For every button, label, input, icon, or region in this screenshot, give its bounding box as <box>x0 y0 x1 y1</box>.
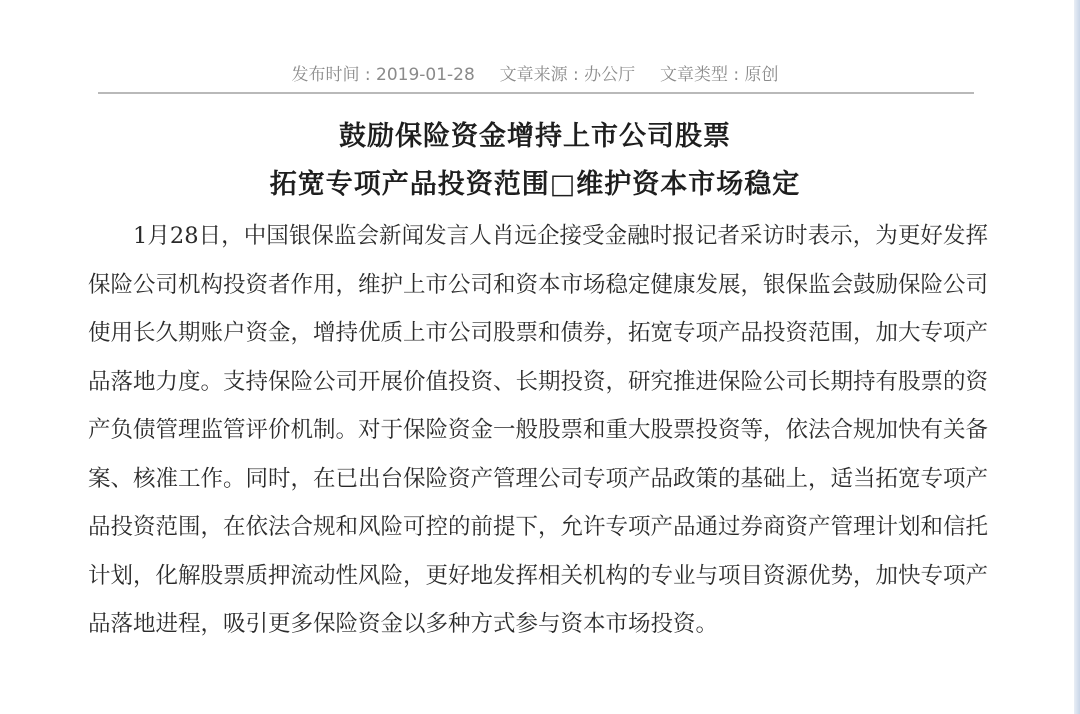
type-value: 原创 <box>744 65 779 85</box>
header-divider <box>98 92 974 94</box>
article-title-line-2: 拓宽专项产品投资范围□维护资本市场稳定 <box>269 169 801 200</box>
article-body: 1月28日，中国银保监会新闻发言人肖远企接受金融时报记者采访时表示，为更好发挥保险公司机构投资者作用，维护上市公司和资本市场稳定健康发展，银保监会鼓励保险公司使用长久期账户资金，增持优质上市公司股票和债券，拓宽专项产品投资范围，加大专项产品落地力度。支持保险公司开展价值投资、长期投资，研究推进保险公司长期持有股票的资产负债管理监管评价机制。对于保险资金一般股票和重大股票投资等，依法合规加快有关备案、核准工作。同时，在已出台保险资产管理公司专项产品政策的基础上，适当拓宽专项产品投资范围，在依法合规和风险可控的前提下，允许专项产品通过券商资产管理计划和信托计划，化解股票质押流动性风险，更好地发挥相关机构的专业与项目资源优势，加快专项产品落地进程，吸引更多保险资金以多种方式参与资本市场投资。 <box>88 223 989 637</box>
article-meta <box>0 60 1070 85</box>
page-edge <box>1074 0 1080 714</box>
publish-date: 2019-01-28 <box>376 65 475 85</box>
source-label: 文章来源 : <box>499 65 585 85</box>
article-title-line-1: 鼓励保险资金增持上市公司股票 <box>339 121 731 152</box>
source-value: 办公厅 <box>584 65 636 85</box>
publish-time-label: 发布时间 : <box>291 65 377 85</box>
type-label: 文章类型 : <box>659 65 745 85</box>
